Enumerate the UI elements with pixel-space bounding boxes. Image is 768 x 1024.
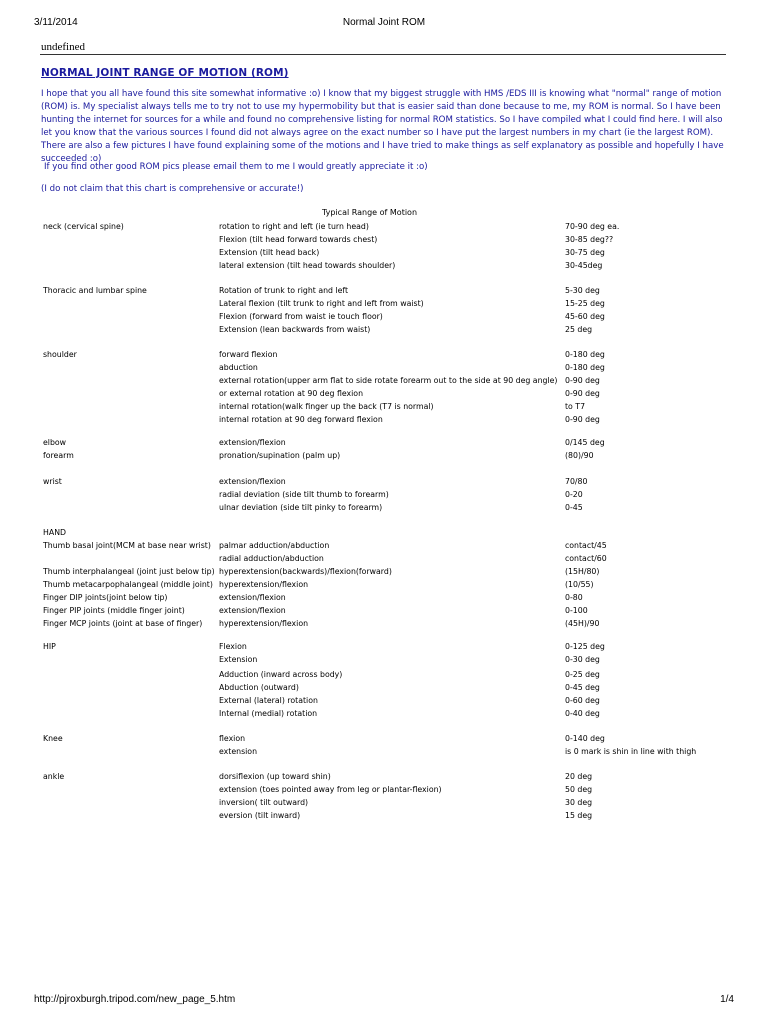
table-row <box>0 415 768 427</box>
table-row <box>0 350 768 362</box>
motion-cell: lateral extension (tilt head towards shoulder) <box>219 261 396 270</box>
motion-cell: palmar adduction/abduction <box>219 541 330 550</box>
range-cell: 0-30 deg <box>565 655 600 664</box>
table-row <box>0 299 768 311</box>
intro-paragraph: I hope that you all have found this site somewhat informative :o) I know that my biggest struggle with HMS /EDS III is knowing what "normal" range of motion (ROM) is. My specialist always tells me to try not to use my hypermobility but that is easier said than done because to me, my ROM is normal. So I have been hunting the internet for sources for a while and found no comprehensive listing for normal ROM statistics. So I have compiled what I could find here. I will also let you know that the various sources I found did not always agree on the exact number so I have put the largest numbers in my chart (ie the largest ROM). There are also a few pictures I have found explaining some of the motions and I have tried to make things as self explanatory as possible and hopefully I have succeeded :o) <box>41 89 724 164</box>
range-cell: is 0 mark is shin in line with thigh <box>565 747 697 756</box>
joint-cell: Thumb basal joint(MCM at base near wrist) <box>43 541 211 550</box>
motion-cell: Flexion <box>219 642 247 651</box>
table-row <box>0 541 768 553</box>
print-date: 3/11/2014 <box>34 17 78 28</box>
motion-cell: Adduction (inward across body) <box>219 670 343 679</box>
joint-cell: elbow <box>43 438 67 447</box>
table-row <box>0 655 768 667</box>
range-cell: 0-80 <box>565 593 583 602</box>
table-row <box>0 593 768 605</box>
joint-cell: Thumb interphalangeal (joint just below tip) <box>43 567 215 576</box>
motion-cell: Lateral flexion (tilt trunk to right and left from waist) <box>219 299 424 308</box>
table-row <box>0 248 768 260</box>
joint-cell: HIP <box>43 642 56 651</box>
table-row <box>0 261 768 273</box>
table-row <box>0 528 768 540</box>
table-title: Typical Range of Motion <box>322 208 418 217</box>
table-row <box>0 619 768 631</box>
print-header <box>0 17 768 31</box>
motion-cell: Extension (lean backwards from waist) <box>219 325 371 334</box>
table-row <box>0 286 768 298</box>
range-cell: 0-180 deg <box>565 350 605 359</box>
range-cell: 45-60 deg <box>565 312 605 321</box>
table-row <box>0 554 768 566</box>
motion-cell: external rotation(upper arm flat to side rotate forearm out to the side at 90 deg angle) <box>219 376 558 385</box>
range-cell: contact/45 <box>565 541 607 550</box>
joint-cell: forearm <box>43 451 74 460</box>
motion-cell: abduction <box>219 363 258 372</box>
joint-cell: shoulder <box>43 350 77 359</box>
joint-cell: wrist <box>43 477 62 486</box>
motion-cell: rotation to right and left (ie turn head) <box>219 222 369 231</box>
range-cell: 50 deg <box>565 785 593 794</box>
motion-cell: hyperextension/flexion <box>219 580 309 589</box>
range-cell: (15H/80) <box>565 567 600 576</box>
table-row <box>0 325 768 337</box>
joint-cell: ankle <box>43 772 65 781</box>
email-note: If you find other good ROM pics please email them to me I would greatly appreciate it :o) <box>44 162 428 172</box>
table-row <box>0 363 768 375</box>
print-title: Normal Joint ROM <box>342 17 426 28</box>
range-cell: 0/145 deg <box>565 438 605 447</box>
range-cell: 0-125 deg <box>565 642 605 651</box>
motion-cell: forward flexion <box>219 350 278 359</box>
table-row <box>0 376 768 388</box>
motion-cell: Extension (tilt head back) <box>219 248 320 257</box>
table-row <box>0 670 768 682</box>
motion-cell: internal rotation at 90 deg forward flexion <box>219 415 383 424</box>
motion-cell: hyperextension/flexion <box>219 619 309 628</box>
table-row <box>0 785 768 797</box>
table-row <box>0 402 768 414</box>
range-cell: (10/55) <box>565 580 594 589</box>
joint-cell: neck (cervical spine) <box>43 222 124 231</box>
table-row <box>0 235 768 247</box>
range-cell: 30-75 deg <box>565 248 605 257</box>
range-cell: (45H)/90 <box>565 619 600 628</box>
range-cell: 0-40 deg <box>565 709 600 718</box>
table-row <box>0 747 768 759</box>
joint-cell: Finger MCP joints (joint at base of finger) <box>43 619 203 628</box>
motion-cell: Flexion (forward from waist ie touch floor) <box>219 312 383 321</box>
range-cell: (80)/90 <box>565 451 594 460</box>
motion-cell: Internal (medial) rotation <box>219 709 318 718</box>
table-row <box>0 438 768 450</box>
disclaimer: (I do not claim that this chart is comprehensive or accurate!) <box>41 184 304 194</box>
range-cell: 15 deg <box>565 811 593 820</box>
table-row <box>0 696 768 708</box>
range-cell: 0-180 deg <box>565 363 605 372</box>
table-row <box>0 490 768 502</box>
motion-cell: inversion( tilt outward) <box>219 798 309 807</box>
table-row <box>0 580 768 592</box>
table-row <box>0 477 768 489</box>
range-cell: 30 deg <box>565 798 593 807</box>
motion-cell: External (lateral) rotation <box>219 696 318 705</box>
table-row <box>0 811 768 823</box>
motion-cell: Rotation of trunk to right and left <box>219 286 349 295</box>
range-cell: 25 deg <box>565 325 593 334</box>
range-cell: to T7 <box>565 402 586 411</box>
range-cell: 0-100 <box>565 606 588 615</box>
motion-cell: hyperextension(backwards)/flexion(forward) <box>219 567 392 576</box>
table-row <box>0 798 768 810</box>
range-cell: 0-25 deg <box>565 670 600 679</box>
range-cell: 0-90 deg <box>565 389 600 398</box>
range-cell: 70/80 <box>565 477 588 486</box>
motion-cell: extension <box>219 747 258 756</box>
table-row <box>0 606 768 618</box>
range-cell: 15-25 deg <box>565 299 605 308</box>
range-cell: 70-90 deg ea. <box>565 222 620 231</box>
motion-cell: radial adduction/abduction <box>219 554 324 563</box>
motion-cell: ulnar deviation (side tilt pinky to forearm) <box>219 503 383 512</box>
table-row <box>0 683 768 695</box>
table-row <box>0 642 768 654</box>
joint-cell: Knee <box>43 734 63 743</box>
joint-cell: HAND <box>43 528 67 537</box>
joint-cell: Finger PIP joints (middle finger joint) <box>43 606 185 615</box>
table-row <box>0 312 768 324</box>
motion-cell: or external rotation at 90 deg flexion <box>219 389 364 398</box>
motion-cell: dorsiflexion (up toward shin) <box>219 772 331 781</box>
motion-cell: radial deviation (side tilt thumb to forearm) <box>219 490 389 499</box>
motion-cell: extension/flexion <box>219 477 286 486</box>
range-cell: 0-60 deg <box>565 696 600 705</box>
page-number: 1/4 <box>720 994 734 1005</box>
table-row <box>0 503 768 515</box>
range-cell: 0-45 <box>565 503 583 512</box>
range-cell: 0-20 <box>565 490 583 499</box>
motion-cell: internal rotation(walk finger up the back (T7 is normal) <box>219 402 434 411</box>
range-cell: contact/60 <box>565 554 607 563</box>
motion-cell: extension/flexion <box>219 593 286 602</box>
range-cell: 30-85 deg?? <box>565 235 614 244</box>
range-cell: 20 deg <box>565 772 593 781</box>
range-cell: 5-30 deg <box>565 286 600 295</box>
table-row <box>0 709 768 721</box>
table-row <box>0 451 768 463</box>
undefined-label: undefined <box>41 41 85 53</box>
page-heading: NORMAL JOINT RANGE OF MOTION (ROM) <box>41 67 289 79</box>
range-cell: 0-45 deg <box>565 683 600 692</box>
joint-cell: Thoracic and lumbar spine <box>43 286 147 295</box>
motion-cell: extension/flexion <box>219 438 286 447</box>
motion-cell: extension/flexion <box>219 606 286 615</box>
table-row <box>0 222 768 234</box>
motion-cell: pronation/supination (palm up) <box>219 451 341 460</box>
table-row <box>0 734 768 746</box>
print-url: http://pjroxburgh.tripod.com/new_page_5.htm <box>34 994 236 1005</box>
table-row <box>0 389 768 401</box>
table-row <box>0 567 768 579</box>
motion-cell: eversion (tilt inward) <box>219 811 301 820</box>
motion-cell: flexion <box>219 734 246 743</box>
table-row <box>0 772 768 784</box>
motion-cell: Abduction (outward) <box>219 683 299 692</box>
motion-cell: extension (toes pointed away from leg or plantar-flexion) <box>219 785 442 794</box>
range-cell: 0-90 deg <box>565 376 600 385</box>
range-cell: 0-140 deg <box>565 734 605 743</box>
motion-cell: Flexion (tilt head forward towards chest) <box>219 235 378 244</box>
print-footer <box>0 994 768 1008</box>
motion-cell: Extension <box>219 655 258 664</box>
range-cell: 0-90 deg <box>565 415 600 424</box>
joint-cell: Thumb metacarpophalangeal (middle joint) <box>43 580 213 589</box>
joint-cell: Finger DIP joints(joint below tip) <box>43 593 168 602</box>
header-divider <box>40 54 726 55</box>
range-cell: 30-45deg <box>565 261 603 270</box>
